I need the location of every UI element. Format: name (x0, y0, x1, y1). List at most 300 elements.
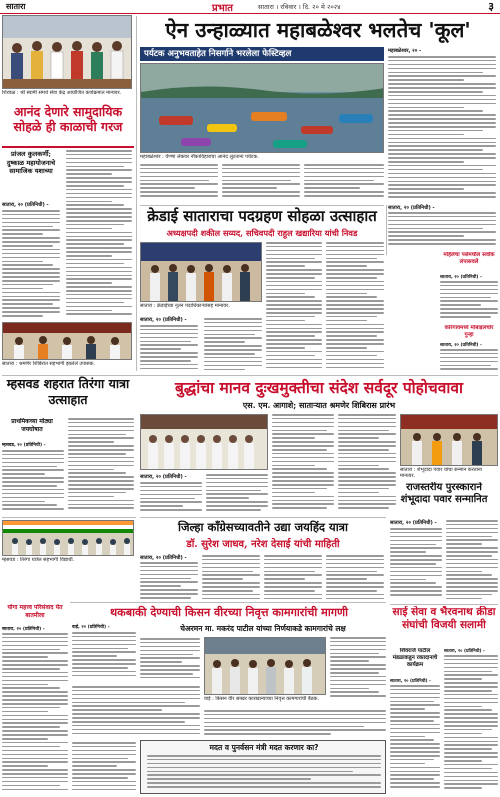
body-text-line (140, 574, 198, 576)
body-text-line (206, 474, 268, 476)
body-text-line (68, 449, 134, 451)
body-text-line (266, 293, 305, 295)
body-text-line (2, 707, 60, 709)
body-text-line (390, 586, 442, 588)
body-text-line (2, 214, 60, 216)
body-text-line (266, 246, 322, 248)
body-text-line (264, 578, 305, 580)
body-text-line (202, 563, 260, 565)
body-text-line (66, 302, 124, 304)
body-text-line (66, 181, 132, 183)
body-text-line (388, 114, 496, 116)
congress-body-a (140, 562, 198, 602)
body-text-line (140, 593, 198, 595)
body-text-line (2, 676, 68, 678)
credai-headline: क्रेडाई साताराचा पदग्रहण सोहळा उत्साहात (147, 207, 377, 225)
body-text-line (72, 659, 136, 661)
body-text-line (272, 465, 315, 467)
body-text-line (390, 544, 436, 546)
left-story-rule (2, 146, 134, 148)
body-text-line (326, 316, 377, 318)
body-text-line (388, 99, 496, 101)
body-text-line (446, 536, 492, 538)
body-text-line (390, 767, 440, 769)
body-text-line (326, 351, 384, 353)
body-text-line (140, 501, 202, 503)
body-text-line (2, 481, 64, 483)
body-text-line (326, 363, 384, 365)
body-text-line (222, 176, 300, 178)
body-text-line (388, 64, 496, 66)
top-story-body-b (222, 164, 300, 202)
buddha-body-d (338, 414, 396, 514)
body-text-line (72, 758, 128, 760)
body-text-line (68, 488, 134, 490)
body-text-line (440, 300, 498, 302)
masthead-brand-logo: प्रभात (212, 3, 234, 14)
award-dateline: सातारा, २० (प्रतिनिधी) - (390, 520, 437, 526)
body-text-line (72, 698, 200, 700)
top-story-photo (140, 63, 384, 153)
body-text-line (147, 782, 381, 784)
body-text-line (326, 261, 384, 263)
workers-dateline: वाई, २० (प्रतिनिधी) - (72, 625, 110, 630)
body-text-line (66, 247, 132, 249)
body-text-line (388, 235, 464, 237)
top-story-headline: ऐन उन्हाळ्यात महाबळेश्वर भलतेच 'कूल' (165, 18, 471, 42)
body-text-line (444, 733, 482, 735)
body-text-line (444, 671, 492, 673)
body-text-line (2, 785, 60, 787)
body-text-line (204, 318, 262, 320)
body-text-line (440, 365, 491, 367)
body-text-line (388, 149, 483, 151)
body-text-line (326, 281, 384, 283)
body-text-line (68, 480, 134, 482)
body-text-line (338, 426, 396, 428)
buddha-photo (140, 414, 268, 470)
column-divider (136, 16, 137, 371)
body-text-line (446, 520, 498, 522)
body-text-line (326, 359, 384, 361)
body-text-line (272, 507, 327, 509)
body-text-line (338, 461, 396, 463)
body-text-line (66, 282, 112, 284)
left-photo-2-caption: सातारा : श्रमणेर शिबिरात सहभागी झालेले उपासक. (2, 361, 132, 373)
body-text-line (140, 562, 198, 564)
tiranga-body-a (2, 450, 64, 514)
award-photo (400, 414, 498, 466)
body-text-line (72, 648, 128, 650)
credai-group-photo-illustration (141, 243, 262, 302)
body-text-line (2, 656, 48, 658)
body-text-line (326, 258, 377, 260)
body-text-line (388, 169, 483, 171)
body-text-line (66, 216, 132, 218)
body-text-line (72, 777, 128, 779)
body-text-line (72, 694, 200, 696)
body-text-line (264, 571, 315, 573)
body-text-line (140, 589, 198, 591)
congress-headline: जिल्हा काँग्रेसच्यावतीने उद्या जयहिंद यात्रा (177, 520, 349, 534)
body-text-line (446, 539, 498, 541)
congress-top-rule (140, 517, 386, 518)
body-text-line (446, 598, 482, 600)
body-text-line (444, 760, 482, 762)
body-text-line (266, 355, 315, 357)
body-text-line (444, 702, 498, 704)
body-text-line (440, 353, 498, 355)
credai-body-b (204, 318, 262, 373)
body-text-line (2, 229, 60, 231)
body-text-line (66, 298, 132, 300)
brief-4-body (390, 685, 440, 793)
body-text-line (72, 636, 136, 638)
award-photo-illustration (401, 415, 498, 466)
body-text-line (2, 226, 53, 228)
top-story-subheadline: पर्यटक अनुभवताहेत निसर्गाने भरलेला फेस्टिव्हल (144, 49, 292, 59)
body-text-line (2, 660, 68, 662)
body-text-line (444, 690, 492, 692)
body-text-line (66, 278, 132, 280)
left-story-body-col2 (66, 150, 132, 320)
body-text-line (326, 367, 384, 369)
body-text-line (68, 472, 126, 474)
body-text-line (68, 457, 134, 459)
credai-body-d (326, 242, 384, 373)
body-text-line (388, 177, 496, 179)
body-text-line (2, 722, 68, 724)
body-text-line (390, 590, 442, 592)
body-text-line (390, 747, 440, 749)
body-text-line (330, 684, 386, 686)
body-text-line (338, 488, 389, 490)
body-text-line (326, 304, 384, 306)
left-group-photo-illustration (3, 16, 132, 89)
body-text-line (2, 726, 60, 728)
body-text-line (326, 563, 384, 565)
body-text-line (330, 653, 379, 655)
body-text-line (2, 501, 45, 503)
body-text-line (68, 422, 134, 424)
body-text-line (272, 437, 315, 439)
body-text-line (72, 690, 200, 692)
body-text-line (2, 633, 68, 635)
page-number: ३ (488, 0, 494, 13)
body-text-line (326, 339, 384, 341)
workers-body-b (140, 638, 200, 682)
body-text-line (390, 536, 442, 538)
body-text-line (388, 224, 496, 226)
top-story-subheadline-banner (140, 47, 384, 61)
body-text-line (326, 296, 377, 298)
sports-headline (390, 606, 498, 646)
body-text-line (444, 694, 498, 696)
body-text-line (266, 304, 322, 306)
body-text-line (72, 773, 136, 775)
body-text-line (66, 220, 132, 222)
body-text-line (72, 651, 136, 653)
top-story-caption: महाबळेश्वर : वेण्णा लेकवर नौकाविहाराचा आनंद लुटताना पर्यटक. (140, 154, 384, 162)
body-text-line (330, 672, 379, 674)
body-text-line (222, 172, 300, 174)
body-text-line (338, 496, 396, 498)
body-text-line (304, 195, 384, 197)
body-text-line (66, 204, 124, 206)
body-text-line (390, 728, 440, 730)
brief-1-title: महिलेचा पर्समधील सर्वांक लंपासवले (443, 252, 495, 265)
body-text-line (388, 243, 496, 245)
left-story-caption: शिरवळ : श्री स्वामी समर्थ सेवा केंद्र आयोजित कार्यक्रमात मान्यवर. (2, 90, 132, 102)
body-text-line (388, 75, 496, 77)
body-text-line (266, 300, 322, 302)
body-text-line (264, 574, 322, 576)
body-text-line (326, 289, 384, 291)
body-text-line (338, 445, 396, 447)
body-text-line (326, 335, 377, 337)
body-text-line (390, 732, 440, 734)
body-text-line (72, 785, 136, 787)
body-text-line (440, 357, 498, 359)
body-text-line (330, 664, 386, 666)
body-text-line (272, 453, 334, 455)
body-text-line (444, 725, 498, 727)
credai-caption: सातारा : क्रेडाईच्या नूतन पदाधिकाऱ्यांसह मान्यवर. (140, 303, 262, 315)
body-text-line (147, 786, 381, 788)
workers-caption: वाई : किसन वीर साखर कारखान्याच्या निवृत्त कामगारांची बैठक. (204, 696, 326, 708)
body-text-line (140, 187, 195, 189)
body-text-line (266, 258, 315, 260)
body-text-line (66, 267, 132, 269)
body-text-line (140, 337, 198, 339)
body-text-line (390, 594, 442, 596)
body-text-line (72, 705, 200, 707)
body-text-line (444, 764, 498, 766)
congress-dateline: सातारा, २० (प्रतिनिधी) - (140, 555, 187, 561)
brief-3-dateline: सातारा, २० (प्रतिनिधी) - (2, 627, 45, 632)
body-text-line (388, 110, 483, 112)
body-text-line (390, 724, 440, 726)
body-text-line (444, 780, 498, 782)
body-text-line (326, 265, 367, 267)
workers-boxed-note (140, 740, 386, 794)
body-text-line (444, 667, 498, 669)
body-text-line (66, 236, 132, 238)
body-text-line (272, 492, 315, 494)
body-text-line (446, 543, 482, 545)
body-text-line (266, 242, 322, 244)
body-text-line (2, 493, 64, 495)
body-text-line (388, 126, 496, 128)
body-text-line (72, 709, 162, 711)
body-text-line (266, 367, 322, 369)
body-text-line (66, 310, 112, 312)
body-text-line (2, 645, 68, 647)
body-text-line (72, 781, 136, 783)
left-story-subheadline-text: प्रांजल कुलकर्णी; दुष्काळ महायोजनाचे सामाजिक यशाच्या (6, 150, 56, 175)
body-text-line (338, 507, 389, 509)
body-text-line (202, 594, 260, 596)
body-text-line (326, 355, 377, 357)
body-text-line (66, 232, 132, 234)
masthead (0, 0, 500, 14)
credai-top-rule (140, 205, 384, 206)
body-text-line (140, 183, 218, 185)
body-text-line (2, 649, 60, 651)
body-text-line (338, 433, 396, 435)
body-text-line (68, 507, 134, 509)
body-text-line (338, 422, 396, 424)
body-text-line (140, 356, 198, 358)
body-text-line (446, 578, 498, 580)
body-text-line (266, 296, 315, 298)
body-text-line (444, 729, 492, 731)
body-text-line (390, 782, 440, 784)
body-text-line (326, 594, 384, 596)
body-text-line (326, 586, 384, 588)
body-text-line (388, 145, 496, 147)
body-text-line (2, 637, 68, 639)
body-text-line (390, 774, 440, 776)
body-text-line (2, 218, 60, 220)
body-text-line (204, 718, 386, 720)
body-text-line (390, 582, 436, 584)
body-text-line (388, 103, 496, 105)
body-text-line (2, 489, 64, 491)
body-text-line (266, 285, 322, 287)
body-text-line (72, 655, 117, 657)
body-text-line (66, 185, 124, 187)
body-text-line (2, 261, 43, 263)
body-text-line (304, 187, 360, 189)
body-text-line (440, 297, 491, 299)
body-text-line (444, 678, 482, 680)
body-text-line (222, 187, 277, 189)
body-text-line (72, 746, 136, 748)
body-text-line (2, 485, 57, 487)
tiranga-caption: म्हसवड : तिरंगा यात्रेत सहभागी विद्यार्थी. (2, 557, 134, 565)
body-text-line (266, 308, 322, 310)
body-text-line (72, 702, 185, 704)
body-text-line (72, 644, 136, 646)
body-text-line (326, 331, 384, 333)
workers-boxed-note-title: मदत व पुनर्वसन मंत्री मदत करणार का? (209, 743, 319, 752)
body-text-line (272, 476, 334, 478)
body-text-line (444, 682, 498, 684)
body-text-line (388, 91, 483, 93)
body-text-line (2, 272, 60, 274)
body-text-line (68, 469, 114, 471)
body-text-line (264, 582, 322, 584)
body-text-line (388, 216, 496, 218)
body-text-line (66, 263, 124, 265)
body-text-line (202, 578, 243, 580)
body-text-line (66, 259, 132, 261)
top-story-dateline: महाबळेश्वर, २० - (388, 48, 422, 54)
award-body-a (390, 528, 442, 602)
body-text-line (388, 142, 496, 144)
brief-2-body (440, 349, 498, 373)
body-text-line (264, 590, 315, 592)
body-text-line (222, 195, 300, 197)
body-text-line (140, 498, 195, 500)
body-text-line (204, 353, 255, 355)
body-text-line (272, 468, 327, 470)
body-text-line (140, 490, 202, 492)
body-text-line (2, 672, 68, 674)
body-text-line (388, 122, 496, 124)
body-text-line (444, 659, 498, 661)
body-text-line (204, 357, 262, 359)
body-text-line (388, 134, 464, 136)
body-text-line (272, 414, 334, 416)
body-text-line (2, 687, 60, 689)
body-text-line (206, 501, 268, 503)
body-text-line (140, 505, 183, 507)
body-text-line (72, 765, 117, 767)
body-text-line (388, 79, 464, 81)
body-text-line (272, 500, 334, 502)
body-text-line (446, 555, 492, 557)
body-text-line (440, 349, 498, 351)
body-text-line (326, 590, 377, 592)
body-text-line (326, 559, 384, 561)
body-text-line (2, 253, 60, 255)
body-text-line (446, 532, 498, 534)
monks-photo-illustration (141, 415, 268, 470)
body-text-line (266, 269, 322, 271)
body-text-line (202, 590, 253, 592)
body-text-line (440, 316, 491, 318)
body-text-line (140, 657, 200, 659)
body-text-line (66, 306, 132, 308)
body-text-line (444, 783, 498, 785)
body-text-line (330, 656, 386, 658)
award-caption: सातारा : शंभूदादा पवार यांचा सन्मान करताना मान्यवर. (400, 467, 498, 479)
body-text-line (2, 210, 60, 212)
body-text-line (444, 686, 498, 688)
body-text-line (338, 468, 389, 470)
body-text-line (330, 691, 379, 693)
sports-body (444, 655, 498, 793)
body-text-line (68, 476, 134, 478)
body-text-line (202, 582, 260, 584)
top-story-body-a (140, 164, 218, 202)
workers-body-a (72, 632, 136, 682)
body-text-line (140, 368, 198, 370)
workers-body-e (204, 710, 386, 738)
right-top-body (388, 212, 496, 250)
body-text-line (2, 734, 68, 736)
body-text-line (2, 497, 64, 499)
body-text-line (2, 777, 68, 779)
body-text-line (206, 482, 268, 484)
body-text-line (388, 239, 496, 241)
credai-photo (140, 242, 262, 302)
body-text-line (2, 711, 48, 713)
body-text-line (206, 478, 268, 480)
body-text-line (390, 759, 434, 761)
body-text-line (66, 239, 132, 241)
body-text-line (446, 559, 498, 561)
body-text-line (390, 712, 440, 714)
body-text-line (72, 733, 200, 735)
body-text-line (388, 220, 496, 222)
award-headline (390, 482, 498, 516)
left-story-subheadline (2, 150, 60, 196)
body-text-line (204, 722, 386, 724)
body-text-line (202, 567, 260, 569)
